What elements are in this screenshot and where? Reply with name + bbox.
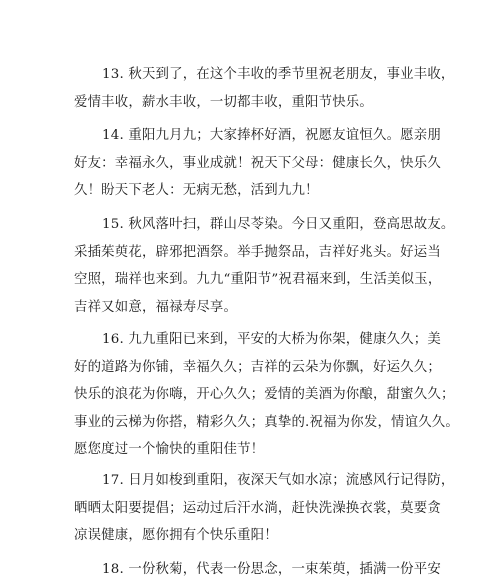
paragraph-14-line-2: 好友：幸福永久，事业成就！祝天下父母：健康长久，快乐久 [74,155,441,171]
paragraph-17 [74,467,455,550]
paragraph-15 [74,211,455,321]
paragraph-15-line-1: 15. 秋风落叶扫，群山尽苓染。今日又重阳，登高思故友。 [102,217,455,232]
paragraph-16-line-2: 好的道路为你铺，幸福久久；吉祥的云朵为你飘，好运久久； [74,359,441,375]
paragraph-15-line-2: 采插茱萸花，辟邪把酒祭。举手抛祭品，吉祥好兆头。好运当 [74,244,441,260]
paragraph-14 [74,122,441,205]
paragraph-16 [74,326,459,464]
paragraph-15-line-4: 吉祥又如意，福禄寿尽享。 [74,299,238,315]
paragraph-15-line-3: 空照，瑞祥也来到。九九“重阳节”祝君福来到，生活美似玉， [74,272,442,288]
paragraph-13-line-1: 13. 秋天到了，在这个丰收的季节里祝老朋友，事业丰收， [102,67,455,82]
paragraph-16-line-4: 事业的云梯为你搭，精彩久久；真挚的.祝福为你发，情谊久久。 [74,414,459,430]
paragraph-14-line-3: 久！盼天下老人：无病无愁，活到九九！ [74,183,319,199]
paragraph-16-line-3: 快乐的浪花为你嗨，开心久久；爱情的美酒为你酿，甜蜜久久； [74,387,455,403]
paragraph-16-line-5: 愿您度过一个愉快的重阳佳节！ [74,442,265,458]
paragraph-13 [74,61,455,116]
paragraph-17-line-3: 凉误健康，愿你拥有个快乐重阳！ [74,528,278,544]
paragraph-13-line-2: 爱情丰收，薪水丰收，一切都丰收，重阳节快乐。 [74,94,373,110]
paragraph-18 [74,556,441,584]
paragraph-17-line-1: 17. 日月如梭到重阳，夜深天气如水凉；流感风行记得防， [102,473,455,488]
paragraph-17-line-2: 晒晒太阳要提倡；运动过后汗水淌，赶快洗澡换衣裳，莫要贪 [74,500,441,516]
paragraph-14-line-1: 14. 重阳九月九；大家捧杯好酒，祝愿友谊恒久。愿亲朋 [102,128,441,143]
paragraph-16-line-1: 16. 九九重阳已来到，平安的大桥为你架，健康久久；美 [102,332,441,347]
paragraph-18-line-1: 18. 一份秋菊，代表一份思念，一束茱萸，插满一份平安 [102,562,441,577]
